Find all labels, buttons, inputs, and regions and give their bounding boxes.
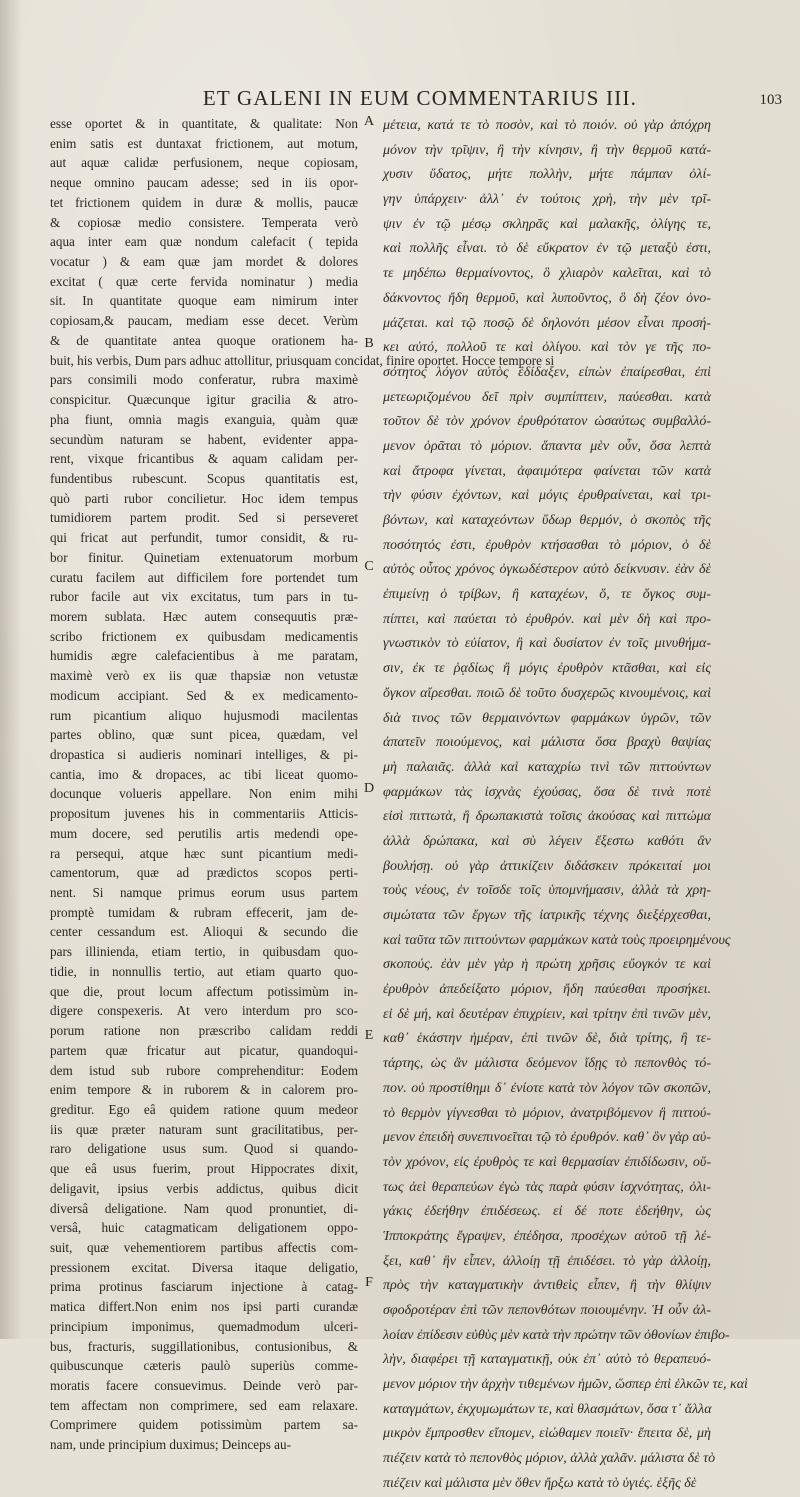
latin-line: & copiosæ medio consistere. Temperata verò — [50, 214, 358, 230]
greek-line: σιν, ἐκ τε ῥᾳδίως ἢ μόγις ἐρυθρὸν κτᾶσθαι, καὶ εἰς — [383, 661, 711, 677]
latin-line: pressionem excitat. Diversa itaque deligatio, — [50, 1259, 358, 1275]
greek-line: μόνον τὴν τρῖψιν, ἢ τὴν κίνησιν, ἢ τὴν θερμοῦ κατά- — [383, 142, 711, 158]
latin-line: conspicitur. Quæcunque igitur gracilia & atro- — [50, 392, 358, 408]
greek-line: πρὸς τὴν καταγματικὴν ἀντιθεὶς εἶπεν, ἢ τὴν θλίψιν — [383, 1278, 711, 1294]
latin-line: que die, prout locum affectum potissimùm in- — [50, 983, 358, 999]
greek-line: καὶ ἄτροφα γίνεται, ἀφαιμότερα φαίνεται τῶν κατὰ — [383, 463, 711, 479]
greek-line: τὸν χρόνον, εἰς ἐρυθρὸς τε καὶ θερμασίαν ἐπιδίδωσιν, οὕ- — [383, 1154, 711, 1170]
latin-line: morem sublata. Hæc autem consequutis præ- — [50, 608, 358, 624]
greek-line: γάκις ἐδεήθην ἐπιδέσεως. εἰ δέ ποτε ἐδεήθην, ὡς — [383, 1204, 711, 1220]
greek-line: σιμώτατα τῶν ἔργων τῆς ἰατρικῆς τέχνης διεξέρχεσθαι, — [383, 908, 711, 923]
latin-line: dropastica si audieris nominari intelliges, & pi- — [50, 747, 358, 762]
running-title: ET GALENI IN EUM COMMENTARIUS III. — [202, 86, 638, 110]
greek-line: μενον μόριον τὴν ἀρχὴν τιθεμένων ἡμῶν, ὥσπερ ἐπὶ ἑλκῶν τε, καὶ — [383, 1377, 748, 1393]
greek-line: βουλήσῃ. οὐ γὰρ ἀττικίζειν διδάσκειν πρόκειταί μοι — [383, 858, 711, 874]
latin-line: buit, his verbis, Dum pars adhuc attollitur, priusquam concidat, finire oportet. Hocce tempore si — [50, 352, 555, 368]
greek-line: μέτεια, κατά τε τὸ ποσὸν, καὶ τὸ ποιόν. οὐ γὰρ ἀπόχρη — [383, 118, 711, 133]
latin-line: modicum accipiant. Sed & ex medicamento- — [50, 687, 358, 703]
greek-line: τε μηδέπω θερμαίνοντος, ὃ χλιαρὸν καλεῖται, καὶ τὸ — [383, 266, 711, 282]
greek-text-column — [383, 114, 748, 1491]
section-marker: F — [365, 1274, 373, 1290]
greek-line: πον. οὐ προστίθημι δ᾽ ἐνίοτε κατὰ τὸν λόγον τῶν σκοπῶν, — [383, 1080, 711, 1096]
latin-line: pars consimili modo conferatur, rubra maximè — [50, 372, 358, 388]
greek-line: τὸ θερμὸν γίγνεσθαι τὸ μόριον, ἀνατριβόμενον ἢ πιττού- — [383, 1105, 711, 1121]
latin-line: pha fiunt, omnia magis exanguia, quàm quæ — [50, 411, 358, 427]
latin-line: curatu facilem aut difficilem fore portendet tum — [50, 569, 358, 585]
greek-line: χυσιν ὕδατος, μήτε πολλὴν, μήτε πάμπαν ὀλί- — [383, 167, 711, 183]
page-number: 103 — [759, 92, 782, 108]
latin-line: docunque volueris appellare. Non enim mihi — [50, 786, 358, 802]
greek-line: ποσότητός ἐστι, ἐρυθρὸν κτήσασθαι τὸ μόριον, ὁ δὲ — [383, 537, 711, 553]
latin-line: bor finitur. Quinetiam extenuatorum morbum — [50, 549, 358, 565]
greek-line: γην ὑπάρχειν· ἀλλ᾽ ἐν τούτοις χρὴ, τὴν μὲν τρῖ- — [383, 192, 711, 208]
latin-line: ra persequi, atque hæc sunt picantium medi- — [50, 845, 358, 861]
greek-line: ἐρυθρὸν ἀπεδείξατο μόριον, ἤδη παύεσθαι προσήκει. — [383, 982, 711, 998]
latin-line: prima protinus fasciarum injectione à catag- — [50, 1279, 358, 1295]
greek-line: μενον ὁρᾶται τὸ μόριον. ἅπαντα μὲν οὖν, ὅσα λεπτὰ — [383, 438, 711, 454]
latin-line: matica differt.Non enim nos ipsi parti curandæ — [50, 1299, 358, 1315]
greek-line: τοῦτον δὲ τὸν χρόνον ἐρυθρότατον ὡσαύτως συμβαλλό- — [383, 414, 711, 430]
greek-line: καταγμάτων, ἐκχυμωμάτων τε, καὶ θλασμάτων, ὅσα τ᾽ ἄλλα — [383, 1401, 712, 1417]
latin-line: quibuscunque cæteris paulò superiùs comme- — [50, 1358, 358, 1374]
latin-line: enim satis est duntaxat frictionem, aut motum, — [50, 135, 358, 151]
latin-line: rum picantium aliquo hujusmodi macilentas — [50, 707, 358, 723]
greek-line: δάκνοντος ἤδη θερμοῦ, καὶ λυποῦντος, ὃ δὴ ζέον ὀνο- — [383, 290, 711, 306]
greek-line: γνωστικὸν τὸ εὐίατον, ἢ καὶ δυσίατον ἐν τοῖς μινυθήμα- — [383, 636, 711, 652]
greek-line: καὶ πολλῆς εἶναι. τὸ δὲ εὔκρατον ἐν τῷ μεταξὺ ἐστι, — [383, 241, 711, 257]
latin-line: propositum juvenes his in commentariis Atticis- — [50, 806, 358, 822]
greek-line: μενον ἐπειδὴ συνεπινοεῖται τῷ τὸ ἐρυθρόν. καθ᾽ ὃν γὰρ αὐ- — [383, 1130, 711, 1146]
latin-line: center cessandum est. Alioqui & secundo die — [50, 924, 358, 940]
latin-line: mum docere, sed perutilis artis medendi ope- — [50, 825, 358, 841]
latin-line: & de quantitate antea quoque orationem ha- — [50, 332, 358, 348]
latin-line: principium imponimus, quemadmodum ulceri- — [50, 1318, 358, 1334]
latin-line: tidie, in nonnullis tertio, aut etiam quarto quo- — [50, 963, 358, 979]
greek-line: σότητος λόγον αὐτὸς ἐδίδαξεν, εἰπὼν ἐπαίρεσθαι, ἐπὶ — [383, 364, 711, 380]
latin-line: greditur. Ego eâ quidem ratione quum medeor — [50, 1101, 358, 1117]
page-gutter-shadow — [0, 0, 22, 1339]
latin-line: Comprimere quidem potissimùm partem sa- — [50, 1417, 358, 1433]
latin-line: humidis ægre calefacientibus à me paratam, — [50, 648, 358, 664]
latin-line: nent. Si namque primus eorum usus partem — [50, 885, 358, 901]
greek-line: ἐπιμείνῃ ὁ τρίβων, ἢ καταχέων, ὅ, τε ὄγκος συμ- — [383, 587, 711, 603]
latin-line: excitat ( quæ certe fervida nominatur ) media — [50, 273, 358, 289]
latin-line: scribo frictionem ex quibusdam medicamentis — [50, 628, 358, 644]
greek-line: τάρτης, ὡς ἂν μάλιστα δεόμενον ἴδῃς τὸ πεπονθὸς τό- — [383, 1056, 711, 1072]
greek-line: μετεωριζομένου δεῖ πρὶν συμπίπτειν, παύεσθαι. κατὰ — [383, 389, 711, 405]
latin-line: aut aquæ calidæ perfusionem, neque copiosam, — [50, 155, 358, 171]
latin-line: porum ratione non præscribo calidam reddi — [50, 1023, 358, 1039]
latin-line: que eâ usus fuerim, prout Hippocrates dixit, — [50, 1161, 358, 1177]
latin-line: secundùm naturam se habent, evidenter appa- — [50, 431, 358, 447]
greek-line: ξει, καθ᾽ ἣν εἶπεν, ἀλλοίῃ τῇ ἐπιδέσει. τὸ γὰρ ἀλλοίῃ, — [383, 1253, 711, 1269]
latin-line: maximè verò ex iis quæ thapsiæ non vetustæ — [50, 668, 358, 684]
latin-line: moratis facere consuevimus. Deinde verò par- — [50, 1378, 358, 1393]
latin-line: tem affectam non comprimere, sed eam relaxare. — [50, 1397, 358, 1413]
greek-line: ψιν ἐν τῷ μέσῳ σκληρᾶς καὶ μαλακῆς, ὀλίγης τε, — [383, 216, 711, 232]
greek-line: καθ᾽ ἑκάστην ἡμέραν, ἐπὶ τινῶν δὲ, διὰ τρίτης, ἢ τε- — [383, 1031, 711, 1047]
greek-line: αὐτὸς οὗτος χρόνος ὀγκωδέστερον αὐτὸ δείκνυσιν. ἐὰν δὲ — [383, 562, 711, 578]
greek-line: εἰσὶ πιττωτὰ, ἢ δρωπακιστὰ τοῖσις ἀκούσας καὶ πιττώμα — [383, 809, 711, 825]
latin-line: aqua inter eam quæ nondum calefacit ( tepida — [50, 234, 358, 250]
latin-line: tumidiorem partem prodit. Sed si perseveret — [50, 510, 358, 526]
greek-line: κει αὐτό, πολλοῦ τε καὶ ὀλίγου. καὶ τὸν γε τῆς πο- — [383, 340, 711, 356]
latin-line: quò parti rubor concilietur. Hoc idem tempus — [50, 490, 358, 506]
section-marker: E — [364, 1027, 374, 1043]
greek-line: τοὺς νέους, ἐν τοῖσδε τοῖς ὑπομνήμασιν, ἀλλὰ τὰ χρη- — [383, 883, 711, 899]
latin-line: nam, unde principium duximus; Deinceps au- — [50, 1437, 291, 1453]
greek-line: μάζεται. καὶ τῷ ποσῷ δὲ δηλονότι μέσον εἶναι προσή- — [383, 315, 711, 331]
greek-line: λοίαν ἐπίδεσιν εὐθὺς μὲν κατὰ τὴν πρώτην τῶν ὀθονίων ἐπιβο- — [383, 1327, 730, 1343]
greek-line: διὰ τινος τῶν θερμαινόντων φαρμάκων ὑγρῶν, τῶν — [383, 710, 711, 726]
greek-line: ἀλλὰ δρώπακα, καὶ σὺ λέγειν ἔξεστω καθότι ἂν — [383, 833, 711, 849]
latin-line: dem istud sub rubore comprehenditur: Eodem — [50, 1062, 358, 1078]
latin-line: sit. In quantitate quoque eam nimirum inter — [50, 293, 358, 309]
greek-line: καὶ ταῦτα τῶν πιττούντων φαρμάκων κατὰ τοὺς προειρημένους — [383, 932, 731, 948]
latin-line: deligavit, ipsius verbis addictus, quibus dicit — [50, 1180, 358, 1196]
greek-line: εἰ δὲ μή, καὶ δευτέραν ἐπιχρίειν, καὶ τρίτην ἐπὶ τινῶν μὲν, — [383, 1006, 711, 1022]
latin-line: diversâ deligatione. Nam quod pronuntiet, di- — [50, 1200, 358, 1216]
latin-line: digere conspexeris. At vero interdum pro sco- — [50, 1003, 358, 1019]
section-marker: A — [363, 114, 375, 129]
greek-line: πίπτει, καὶ παύεται τὸ ἐρυθρόν. καὶ μὲν δὴ καὶ προ- — [383, 611, 711, 627]
latin-line: iis quæ præter naturam sunt gracilitatibus, per- — [50, 1121, 358, 1137]
greek-line: μικρὸν ἔμπροσθεν εἴπομεν, εἰώθαμεν ποιεῖν· ἔπειτα δὲ, μὴ — [383, 1426, 711, 1442]
latin-line: vocatur ) & eam quæ jam mordet & dolores — [50, 254, 358, 270]
greek-line: Ἱπποκράτης ἔγραψεν, ἐπέδησα, προσέχων αὐτοῦ τῇ λέ- — [383, 1228, 711, 1244]
latin-line: enim tempore & in ruborem & in calorem pro- — [50, 1082, 358, 1098]
latin-line: promptè tumidam & rubram effecerit, jam de- — [50, 904, 358, 920]
latin-line: cantia, imo & dropaces, ac tibi liceat quomo- — [50, 766, 358, 782]
latin-line: neque omnino paucam adesse; sed in iis opor- — [50, 175, 358, 191]
latin-line: partem quæ fricatur aut picatur, quandoqui- — [50, 1042, 358, 1058]
greek-line: τως ἀεὶ θεραπεύων ἐγὼ τὰς παρὰ φύσιν ἰσχνότητας, ὀλι- — [383, 1179, 711, 1195]
greek-line: ὄγκον αἴρεσθαι. ποιῶ δὲ τοῦτο δυσχερῶς κινουμένοις, καὶ — [383, 685, 711, 701]
greek-line: λὴν, διαφέρει τῇ καταγματικῇ, οὐκ ἐπ᾽ αὐτὸ τὸ θεραπευό- — [383, 1352, 711, 1368]
greek-line: μὴ παλαιᾶς. ἀλλὰ καὶ καταχρίω τινὶ τῶν πιττούντων — [383, 759, 711, 775]
latin-line: raro deligatione usus sum. Quod si quando- — [50, 1141, 358, 1157]
greek-line: φαρμάκων τὰς ἰσχνὰς ἐχούσας, ὅσα δὲ τινὰ ποτὲ — [383, 784, 711, 800]
latin-line: bus, fracturis, suggillationibus, contusionibus, & — [50, 1338, 358, 1354]
section-marker: C — [364, 558, 374, 574]
greek-line: πιέζειν κατὰ τὸ πεπονθὸς μόριον, ἀλλὰ χαλᾶν. μάλιστα δὲ τὸ — [383, 1451, 716, 1467]
section-marker: B — [364, 336, 374, 352]
latin-line: rubor facile aut vix excitatus, tum pars in tu- — [50, 589, 358, 605]
latin-line: copiosam,& paucam, mediam esse decet. Verùm — [50, 313, 358, 329]
greek-line: σφοδροτέραν ἐπὶ τῶν πεπονθότων ποιουμένην. Ἡ οὖν ἀλ- — [383, 1303, 711, 1318]
greek-line: ἀπατεῖν ποιούμενος, καὶ μάλιστα ὅσα βραχὺ θαψίας — [383, 735, 711, 751]
greek-line: σκοπούς. ἐὰν μὲν γὰρ ἡ πρώτη χρῆσις εὔογκόν τε καὶ — [383, 957, 711, 973]
latin-line: tet frictionem quidem in duræ & mollis, paucæ — [50, 194, 358, 210]
latin-line: fundentibus rubescunt. Scopus quantitatis est, — [50, 470, 358, 486]
greek-line: βόντων, καὶ καταχεόντων ὕδωρ θερμόν, ὁ σκοπὸς τῆς — [383, 513, 711, 528]
latin-line: pars illinienda, etiam tertio, in quibusdam quo- — [50, 944, 358, 960]
latin-line: esse oportet & in quantitate, & qualitate: Non — [50, 116, 358, 131]
latin-line: suit, quæ vehementiorem partibus affectis com- — [50, 1239, 358, 1255]
greek-line: πιέζειν καὶ μάλιστα μὲν ὅθεν ἤρξω κατὰ τὸ ὑγιές. ἑξῆς δὲ — [383, 1475, 697, 1491]
greek-line: τὴν φύσιν ἐχόντων, καὶ μόγις ἐρυθραίνεται, καὶ τρι- — [383, 488, 711, 504]
section-marker: D — [363, 780, 375, 796]
latin-line: versâ, huic catagmaticam deligationem oppo- — [50, 1220, 358, 1236]
latin-line: partes oblino, quæ sunt picea, quædam, vel — [50, 727, 358, 743]
latin-line: rent, vixque fricantibus & aquam calidam per- — [50, 451, 358, 467]
latin-line: qui fricat aut perfundit, tumor considit, & ru- — [50, 530, 358, 546]
latin-line: camentorum, quæ ad prædictos scopos perti- — [50, 865, 358, 881]
